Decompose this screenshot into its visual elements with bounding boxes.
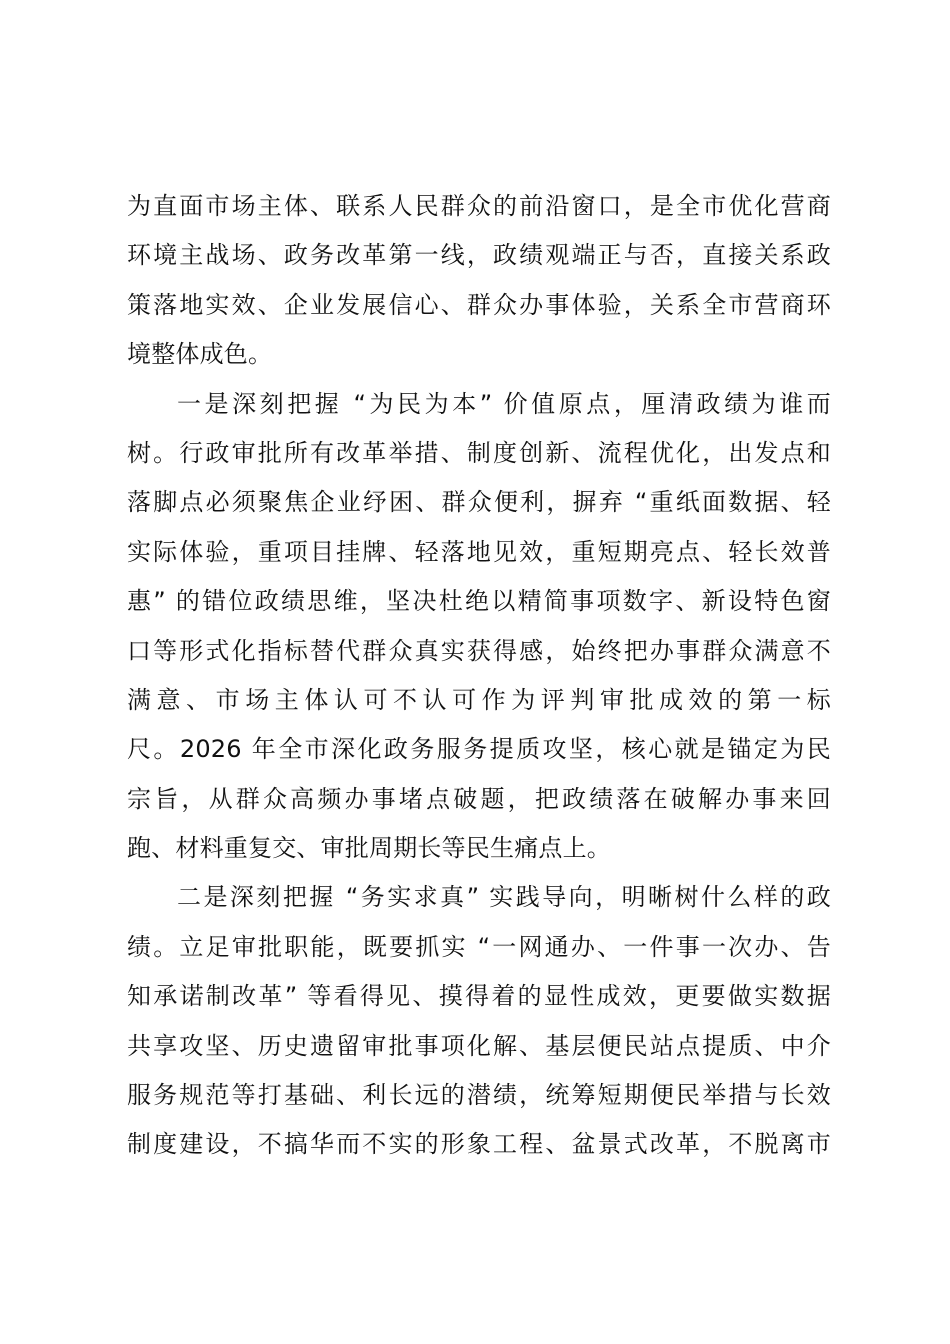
text-line: 惠” 的错位政绩思维，坚决杜绝以精简事项数字、新设特色窗 xyxy=(127,587,831,616)
text-line: 制度建设，不搞华而不实的形象工程、盆景式改革，不脱离市 xyxy=(127,1130,831,1159)
text-line: 环境主战场、政务改革第一线，政绩观端正与否，直接关系政 xyxy=(127,241,831,270)
body-text xyxy=(127,182,831,1170)
text-line: 树。行政审批所有改革举措、制度创新、流程优化，出发点和 xyxy=(127,438,831,467)
text-line: 跑、材料重复交、审批周期长等民生痛点上。 xyxy=(127,834,611,863)
text-line: 策落地实效、企业发展信心、群众办事体验，关系全市营商环 xyxy=(127,290,831,319)
text-line: 落脚点必须聚焦企业纾困、群众便利，摒弃 “重纸面数据、轻 xyxy=(127,488,831,517)
text-line: 知承诺制改革” 等看得见、摸得着的显性成效，更要做实数据 xyxy=(127,982,831,1011)
text-line: 满意、市场主体认可不认可作为评判审批成效的第一标 xyxy=(127,685,831,714)
text-line: 二是深刻把握 “务实求真” 实践导向，明晰树什么样的政 xyxy=(177,883,831,912)
text-line: 宗旨，从群众高频办事堵点破题，把政绩落在破解办事来回 xyxy=(127,784,831,813)
text-line: 一是深刻把握 “为民为本” 价值原点，厘清政绩为谁而 xyxy=(177,389,831,418)
text-line: 境整体成色。 xyxy=(127,340,273,369)
text-line: 尺。2026 年全市深化政务服务提质攻坚，核心就是锚定为民 xyxy=(127,735,831,764)
text-line: 共享攻坚、历史遗留审批事项化解、基层便民站点提质、中介 xyxy=(127,1031,831,1060)
text-line: 服务规范等打基础、利长远的潜绩，统筹短期便民举措与长效 xyxy=(127,1081,831,1110)
text-line: 为直面市场主体、联系人民群众的前沿窗口，是全市优化营商 xyxy=(127,192,831,220)
text-line: 实际体验，重项目挂牌、轻落地见效，重短期亮点、轻长效普 xyxy=(127,537,831,566)
text-line: 绩。立足审批职能，既要抓实 “一网通办、一件事一次办、告 xyxy=(127,932,831,961)
text-line: 口等形式化指标替代群众真实获得感，始终把办事群众满意不 xyxy=(127,636,831,665)
